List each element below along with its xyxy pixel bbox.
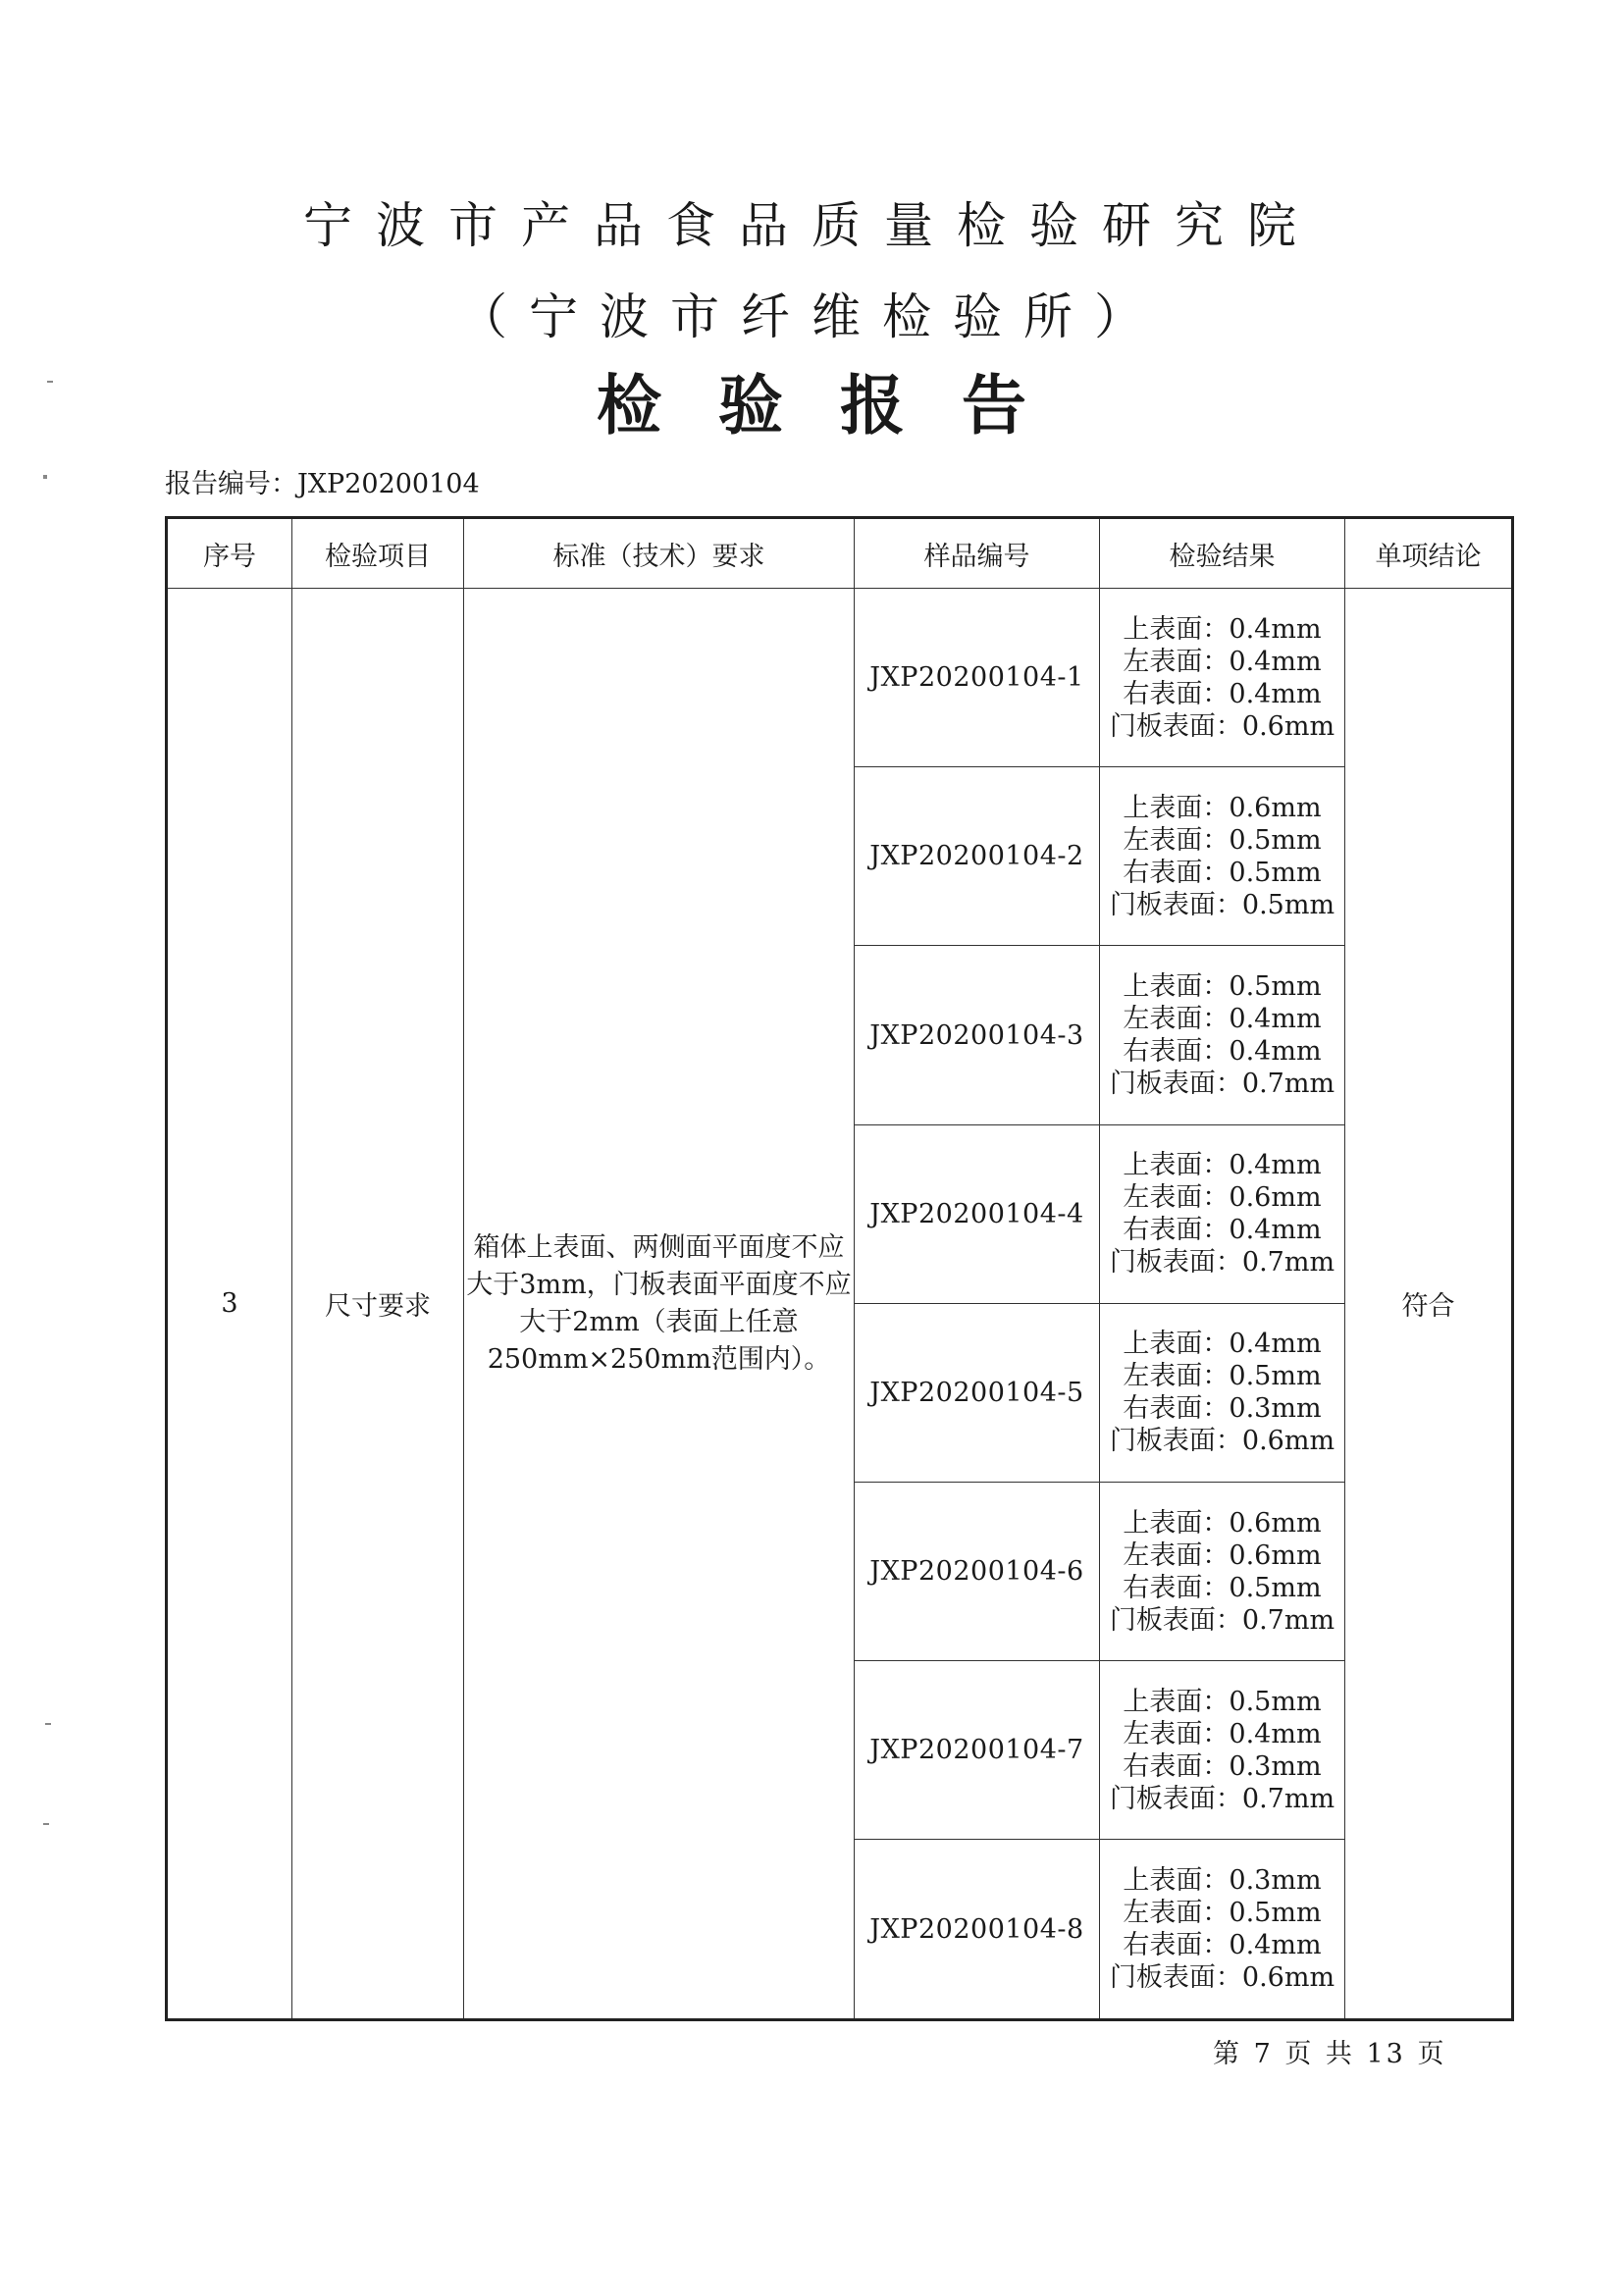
result-line: 右表面：0.5mm	[1123, 1572, 1322, 1603]
scan-mark	[47, 381, 53, 383]
result-line: 左表面：0.6mm	[1123, 1539, 1322, 1571]
result-line: 上表面：0.5mm	[1123, 971, 1322, 1002]
result-line: 右表面：0.4mm	[1123, 1930, 1322, 1961]
inspection-table	[165, 516, 1514, 2021]
result-line: 右表面：0.3mm	[1123, 1750, 1322, 1782]
result-line: 右表面：0.4mm	[1123, 1215, 1322, 1246]
result-line: 门板表面：0.6mm	[1109, 1962, 1335, 1994]
result-line: 左表面：0.5mm	[1123, 824, 1322, 856]
org-name: 宁波市产品食品质量检验研究院	[303, 197, 1320, 254]
result-line: 右表面：0.4mm	[1123, 1036, 1322, 1067]
org-subname: （宁波市纤维检验所）	[458, 288, 1165, 345]
result-line: 门板表面：0.7mm	[1109, 1069, 1335, 1099]
result-line: 门板表面：0.7mm	[1109, 1604, 1335, 1636]
col-header-item: 检验项目	[292, 518, 464, 589]
result-line: 左表面：0.5mm	[1123, 1898, 1322, 1929]
sample-result	[1100, 1840, 1345, 2020]
result-line: 左表面：0.4mm	[1123, 1718, 1322, 1749]
result-line: 上表面：0.4mm	[1123, 1150, 1322, 1181]
col-header-sample-id: 样品编号	[855, 518, 1100, 589]
scan-mark	[43, 1823, 49, 1825]
sample-id: JXP20200104-3	[855, 946, 1100, 1124]
col-header-requirement: 标准（技术）要求	[464, 518, 855, 589]
table-header-row	[167, 518, 1513, 589]
sample-result	[1100, 1124, 1345, 1303]
result-line: 右表面：0.5mm	[1123, 857, 1322, 888]
col-header-conclusion: 单项结论	[1345, 518, 1513, 589]
item-name: 尺寸要求	[292, 589, 464, 2020]
sample-result	[1100, 589, 1345, 767]
result-line: 门板表面：0.6mm	[1109, 1426, 1335, 1457]
sample-result	[1100, 1303, 1345, 1482]
result-line: 门板表面：0.7mm	[1109, 1247, 1335, 1278]
result-line: 左表面：0.4mm	[1123, 646, 1322, 677]
sample-id: JXP20200104-5	[855, 1303, 1100, 1482]
item-seq: 3	[167, 589, 292, 2020]
report-number: 报告编号：JXP20200104	[165, 469, 480, 499]
table-row	[167, 589, 1513, 767]
page-number: 第 7 页 共 13 页	[1213, 2039, 1447, 2069]
sample-result	[1100, 767, 1345, 946]
item-conclusion: 符合	[1345, 589, 1513, 2020]
sample-id: JXP20200104-4	[855, 1124, 1100, 1303]
result-line: 上表面：0.6mm	[1123, 1507, 1322, 1539]
col-header-result: 检验结果	[1100, 518, 1345, 589]
result-line: 左表面：0.5mm	[1123, 1361, 1322, 1392]
result-line: 左表面：0.4mm	[1123, 1004, 1322, 1034]
sample-id: JXP20200104-2	[855, 767, 1100, 946]
sample-id: JXP20200104-7	[855, 1661, 1100, 1840]
result-line: 上表面：0.6mm	[1123, 792, 1322, 823]
sample-id: JXP20200104-8	[855, 1840, 1100, 2020]
sample-id: JXP20200104-6	[855, 1483, 1100, 1661]
result-line: 上表面：0.4mm	[1123, 1329, 1322, 1360]
item-requirement: 箱体上表面、两侧面平面度不应大于3mm，门板表面平面度不应大于2mm（表面上任意250mm×250mm范围内）。	[464, 589, 855, 2020]
sample-result	[1100, 1661, 1345, 1840]
result-line: 门板表面：0.6mm	[1109, 710, 1335, 742]
result-line: 上表面：0.3mm	[1123, 1865, 1322, 1897]
result-line: 右表面：0.4mm	[1123, 678, 1322, 709]
col-header-seq: 序号	[167, 518, 292, 589]
table-body	[167, 589, 1513, 2020]
result-line: 左表面：0.6mm	[1123, 1182, 1322, 1214]
document-title: 检验报告	[597, 367, 1083, 444]
result-line: 上表面：0.4mm	[1123, 613, 1322, 645]
sample-result	[1100, 1483, 1345, 1661]
sample-result	[1100, 946, 1345, 1124]
result-line: 门板表面：0.5mm	[1109, 889, 1335, 920]
scan-mark	[45, 1723, 51, 1725]
result-line: 上表面：0.5mm	[1123, 1686, 1322, 1717]
scan-mark	[43, 475, 47, 479]
sample-id: JXP20200104-1	[855, 589, 1100, 767]
result-line: 门板表面：0.7mm	[1109, 1783, 1335, 1814]
result-line: 右表面：0.3mm	[1123, 1393, 1322, 1425]
